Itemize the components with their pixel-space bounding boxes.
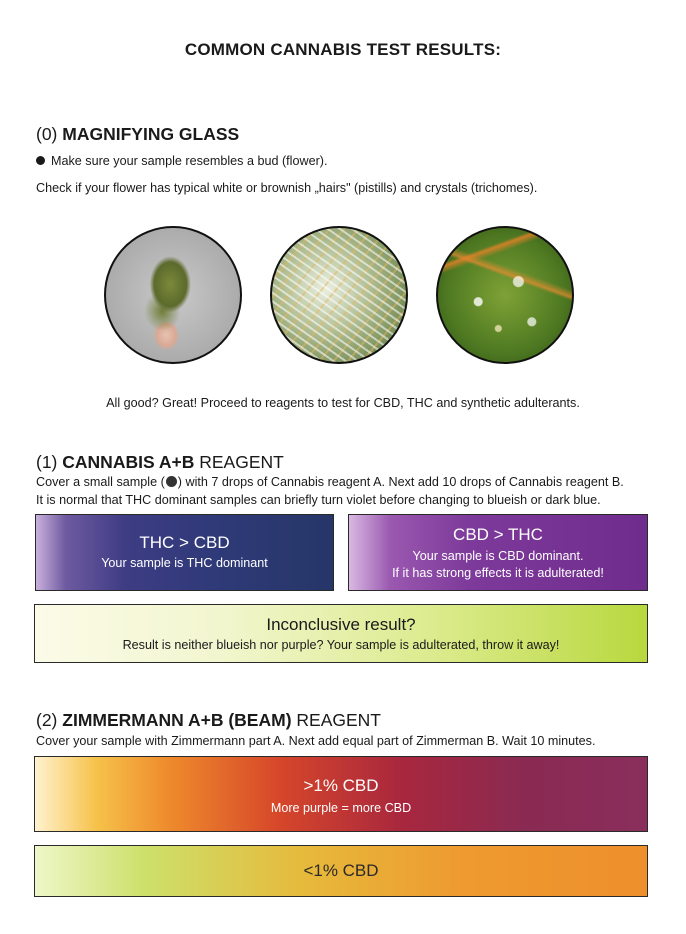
bullet-icon (36, 156, 45, 165)
high-cbd-title: >1% CBD (303, 776, 379, 795)
inconclusive-title: Inconclusive result? (266, 615, 416, 634)
zimmermann-high-cbd-box (34, 756, 648, 832)
high-cbd-sub: More purple = more CBD (270, 801, 412, 815)
cbd-result-sub-1: Your sample is CBD dominant. (412, 549, 584, 563)
zimmermann-low-cbd-box (34, 845, 648, 897)
cannabis-instructions (36, 474, 624, 491)
instruction-part-a: Cover a small sample ( (36, 475, 165, 489)
section-suffix: REAGENT (296, 710, 382, 730)
instruction-part-b: ) with 7 drops of Cannabis reagent A. Next add 10 drops of Cannabis reagent B. (177, 475, 624, 489)
section-number: (0) (36, 124, 58, 144)
section-title: MAGNIFYING GLASS (62, 124, 240, 144)
section-number: (2) (36, 710, 58, 730)
proceed-text: All good? Great! Proceed to reagents to test for CBD, THC and synthetic adulterants. (106, 396, 580, 410)
thc-result-sub: Your sample is THC dominant (101, 556, 268, 570)
section-zimmermann-heading (36, 710, 381, 731)
section-suffix: REAGENT (199, 452, 284, 472)
section-magnifying-glass-heading (36, 124, 239, 145)
section-cannabis-reagent-heading (36, 452, 284, 473)
bullet-line (36, 153, 327, 170)
low-cbd-title: <1% CBD (303, 861, 379, 880)
cbd-result-title: CBD > THC (453, 525, 543, 544)
cannabis-note: It is normal that THC dominant samples can briefly turn violet before changing to blueish or dark blue. (36, 493, 601, 507)
page-title: COMMON CANNABIS TEST RESULTS: (184, 40, 502, 59)
cbd-result-sub-2: If it has strong effects it is adulterated! (392, 566, 604, 580)
thc-result-title: THC > CBD (139, 533, 230, 552)
inconclusive-sub: Result is neither blueish nor purple? Your sample is adulterated, throw it away! (122, 638, 560, 652)
trichomes-closeup-photo (436, 226, 574, 364)
zimmermann-instructions: Cover your sample with Zimmermann part A. Next add equal part of Zimmerman B. Wait 10 minutes. (36, 734, 596, 748)
check-flower-text: Check if your flower has typical white or brownish „hairs" (pistills) and crystals (trichomes). (36, 181, 538, 195)
section-title: CANNABIS A+B (62, 452, 195, 472)
section-title: ZIMMERMANN A+B (BEAM) (62, 710, 292, 730)
pistils-closeup-photo (270, 226, 408, 364)
cannabis-bud-photo (104, 226, 242, 364)
cbd-result-box (348, 514, 648, 591)
thc-result-box (35, 514, 334, 591)
bullet-text: Make sure your sample resembles a bud (flower). (51, 154, 328, 168)
sample-dot-icon (166, 476, 177, 487)
section-number: (1) (36, 452, 58, 472)
inconclusive-result-box (34, 604, 648, 663)
